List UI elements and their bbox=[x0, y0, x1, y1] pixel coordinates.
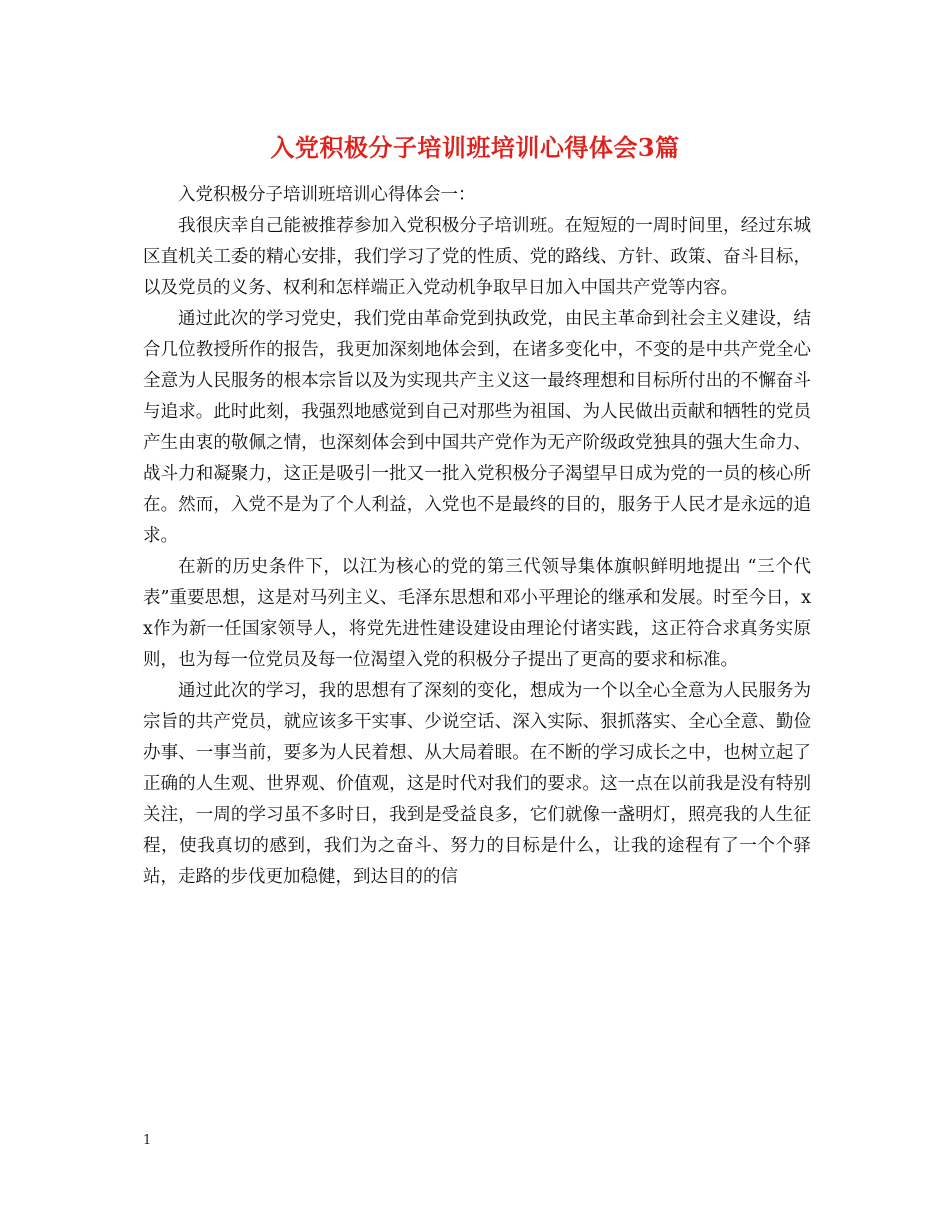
document-title: 入党积极分子培训班培训心得体会3篇 bbox=[270, 133, 680, 162]
page-number: 1 bbox=[143, 1133, 152, 1148]
paragraph: 在新的历史条件下，以江为核心的党的第三代领导集体旗帜鲜明地提出 “三个代表”重要思想，这是对马列主义、毛泽东思想和邓小平理论的继承和发展。时至今日，xx作为新一任国家领导人，将党先进性建设建设由理论付诸实践，这正符合求真务实原则，也为每一位党员及每一位渴望入党的积极分子提出了更高的要求和标准。 bbox=[143, 557, 811, 670]
paragraph: 通过此次的学习，我的思想有了深刻的变化，想成为一个以全心全意为人民服务为宗旨的共产党员，就应该多干实事、少说空话、深入实际、狠抓落实、全心全意、勤俭办事、一事当前，要多为人民着想、从大局着眼。在不断的学习成长之中，也树立起了正确的人生观、世界观、价值观，这是时代对我们的要求。这一点在以前我是没有特别关注，一周的学习虽不多时日，我到是受益良多，它们就像一盏明灯，照亮我的人生征程，使我真切的感到，我们为之奋斗、努力的目标是什么，让我的途程有了一个个驿站，走路的步伐更加稳健，到达目的的信 bbox=[143, 681, 811, 887]
paragraph-heading: 入党积极分子培训班培训心得体会一： bbox=[178, 185, 476, 205]
paragraph: 我很庆幸自己能被推荐参加入党积极分子培训班。在短短的一周时间里，经过东城区直机关工委的精心安排，我们学习了党的性质、党的路线、方针、政策、奋斗目标，以及党员的义务、权利和怎样端正入党动机争取早日加入中国共产党等内容。 bbox=[143, 216, 811, 298]
paragraph: 通过此次的学习党史，我们党由革命党到执政党，由民主革命到社会主义建设，结合几位教授所作的报告，我更加深刻地体会到，在诸多变化中，不变的是中共产党全心全意为人民服务的根本宗旨以及为实现共产主义这一最终理想和目标所付出的不懈奋斗与追求。此时此刻，我强烈地感觉到自己对那些为祖国、为人民做出贡献和牺牲的党员产生由衷的敬佩之情，也深刻体会到中国共产党作为无产阶级政党独具的强大生命力、战斗力和凝聚力，这正是吸引一批又一批入党积极分子渴望早日成为党的一员的核心所在。然而，入党不是为了个人利益，入党也不是最终的目的，服务于人民才是永远的追求。 bbox=[143, 309, 811, 546]
document-body bbox=[143, 180, 811, 893]
